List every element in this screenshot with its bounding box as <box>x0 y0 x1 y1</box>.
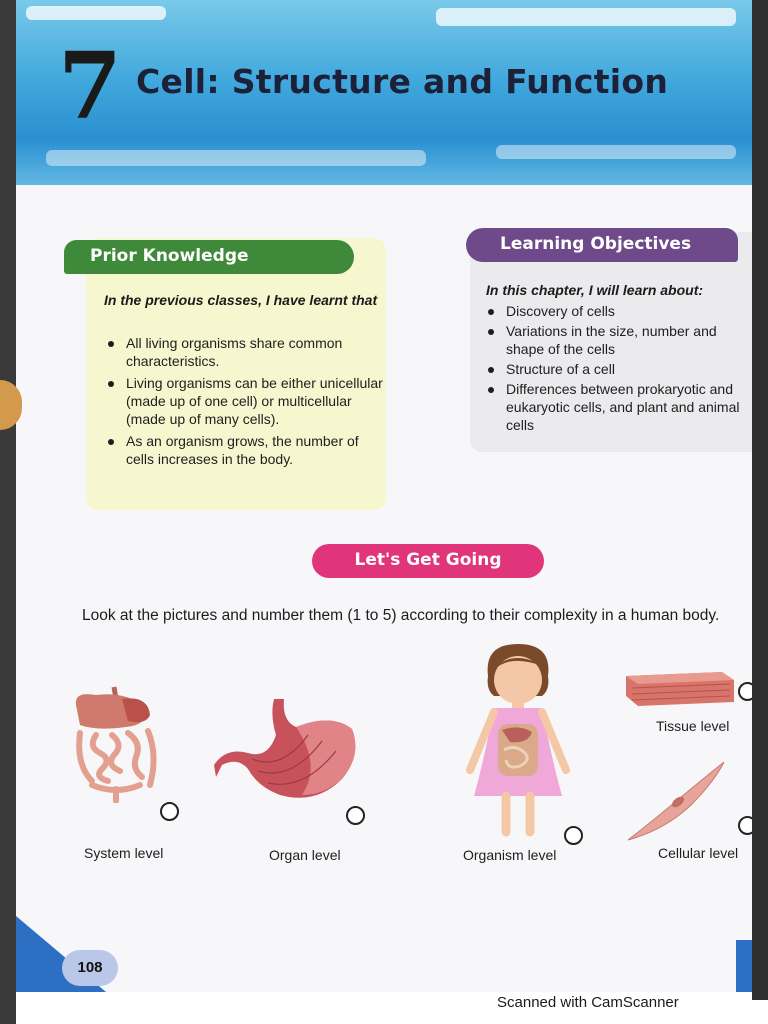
bullet-icon <box>488 329 494 335</box>
answer-circle[interactable] <box>160 802 179 821</box>
system-level-label: System level <box>84 845 164 861</box>
bullet-icon <box>108 341 114 347</box>
answer-circle[interactable] <box>738 682 752 701</box>
scanner-watermark: Scanned with CamScanner <box>497 994 679 1011</box>
answer-circle[interactable] <box>346 806 365 825</box>
page-corner-decoration <box>736 940 752 992</box>
chapter-number: 7 <box>58 32 123 140</box>
activity-instruction: Look at the pictures and number them (1 to 5) according to their complexity in a human body. <box>82 607 720 624</box>
list-item-text: All living organisms share common characteristics. <box>126 335 343 369</box>
list-item <box>484 360 752 378</box>
chapter-banner <box>16 0 752 185</box>
book-edge-right <box>752 0 768 1000</box>
stomach-icon <box>212 695 362 805</box>
bullet-icon <box>108 381 114 387</box>
bullet-icon <box>488 387 494 393</box>
lets-get-going-heading: Let's Get Going <box>312 544 544 578</box>
list-item-text: Living organisms can be either unicellular (made up of one cell) or multicellular (made up of many cells). <box>126 375 383 427</box>
prior-knowledge-heading: Prior Knowledge <box>64 240 354 274</box>
chapter-title: Cell: Structure and Function <box>136 62 669 101</box>
bullet-icon <box>108 439 114 445</box>
banner-texture <box>26 6 166 20</box>
bullet-icon <box>488 309 494 315</box>
bullet-icon <box>488 367 494 373</box>
organ-level-label: Organ level <box>269 847 341 863</box>
list-item-text: As an organism grows, the number of cells increases in the body. <box>126 433 359 467</box>
list-item-text: Structure of a cell <box>506 361 615 377</box>
page-number: 108 <box>62 950 118 986</box>
list-item <box>484 302 752 320</box>
list-item <box>104 374 384 428</box>
answer-circle[interactable] <box>738 816 752 835</box>
banner-texture <box>496 145 736 159</box>
learning-objectives-intro: In this chapter, I will learn about: <box>486 282 704 298</box>
organism-level-label: Organism level <box>463 847 557 863</box>
prior-knowledge-intro: In the previous classes, I have learnt that <box>104 292 378 308</box>
list-item-text: Variations in the size, number and shape of the cells <box>506 323 717 357</box>
muscle-tissue-icon <box>626 666 734 710</box>
answer-circle[interactable] <box>564 826 583 845</box>
banner-texture <box>46 150 426 166</box>
list-item <box>104 432 384 468</box>
tissue-level-label: Tissue level <box>656 718 730 734</box>
list-item-text: Differences between prokaryotic and eukaryotic cells, and plant and animal cells <box>506 381 740 433</box>
list-item <box>104 334 384 370</box>
list-item <box>484 322 752 358</box>
list-item-text: Discovery of cells <box>506 303 615 319</box>
cellular-level-label: Cellular level <box>658 845 739 861</box>
girl-organism-icon <box>450 640 590 840</box>
book-spine-left <box>0 0 16 1024</box>
textbook-page <box>16 0 752 992</box>
muscle-cell-icon <box>624 758 728 844</box>
digestive-system-icon <box>66 685 166 803</box>
learning-objectives-list <box>484 302 752 436</box>
list-item <box>484 380 752 434</box>
prior-knowledge-list <box>104 334 384 470</box>
banner-texture <box>436 8 736 26</box>
learning-objectives-heading: Learning Objectives <box>466 228 738 262</box>
